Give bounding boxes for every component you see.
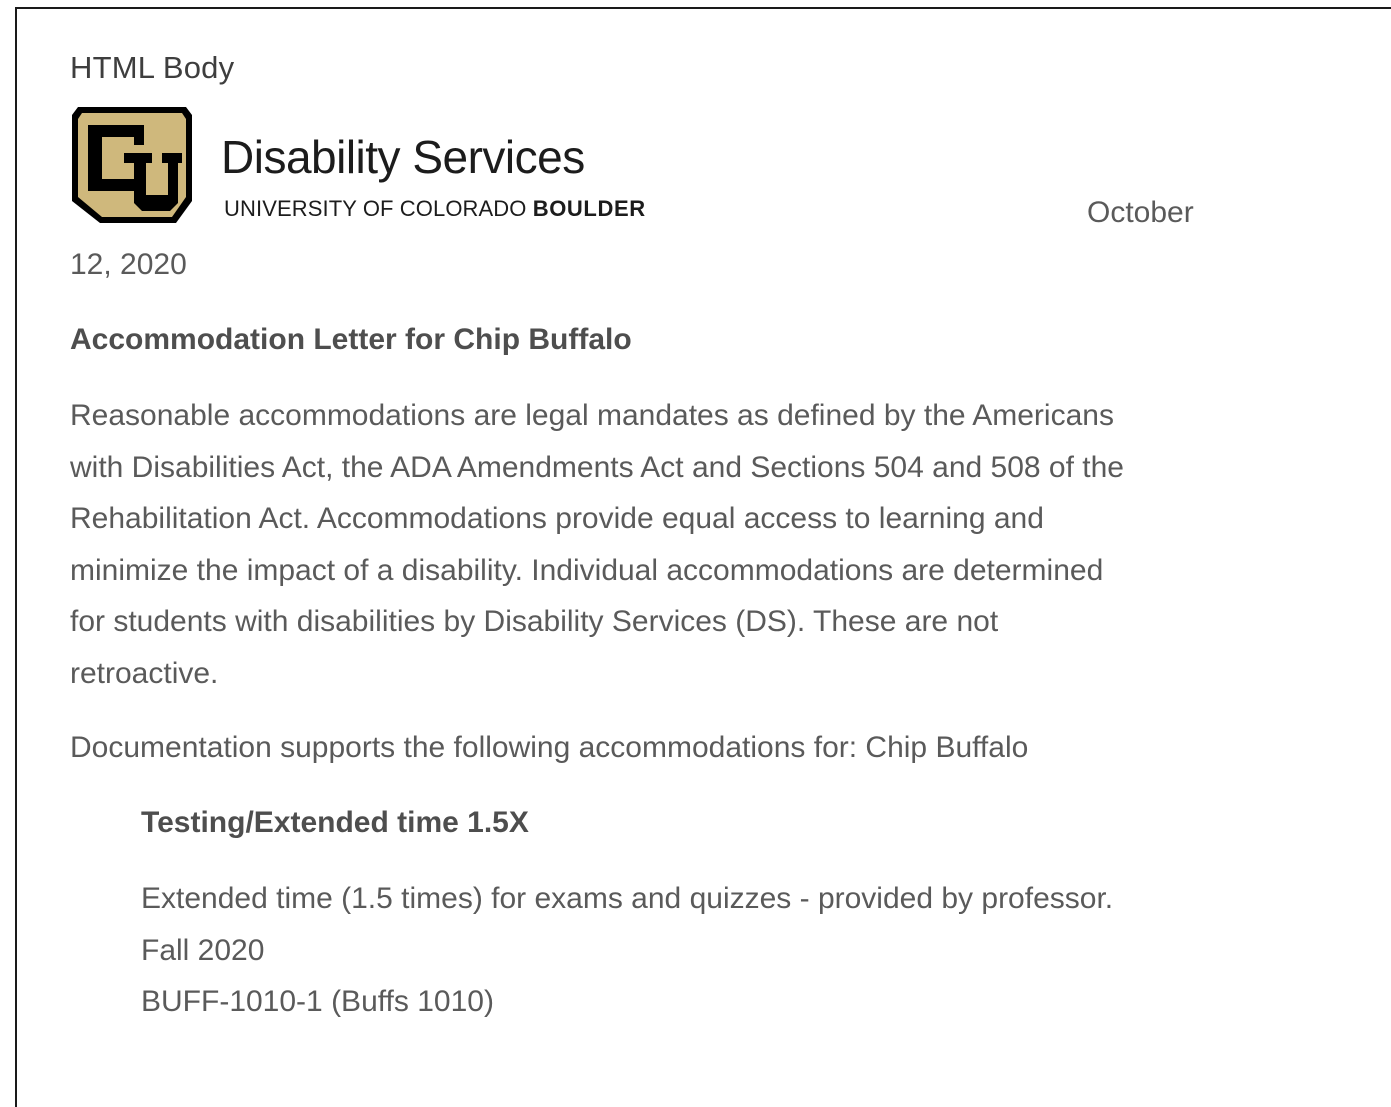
cu-logo-icon [70,105,194,225]
letter-title: Accommodation Letter for Chip Buffalo [70,323,632,356]
letter-date-month: October [1087,196,1194,229]
brand-subtitle-regular: UNIVERSITY OF COLORADO [224,196,533,221]
documentation-line: Documentation supports the following accommodations for: Chip Buffalo [70,731,1029,764]
intro-line: for students with disabilities by Disability Services (DS). These are not [70,605,999,638]
accommodation-course: BUFF-1010-1 (Buffs 1010) [141,985,494,1018]
brand-name: Disability Services [221,131,585,183]
intro-line: Reasonable accommodations are legal mandates as defined by the Americans [70,399,1114,432]
brand-subtitle-bold: BOULDER [532,196,646,221]
accommodation-term: Fall 2020 [141,933,265,967]
intro-line: with Disabilities Act, the ADA Amendments Act and Sections 504 and 508 of the [70,450,1124,484]
accommodation-description: Extended time (1.5 times) for exams and quizzes - provided by professor. [141,882,1114,915]
intro-line: Rehabilitation Act. Accommodations provide equal access to learning and [70,502,1044,535]
intro-line: retroactive. [70,656,219,690]
intro-paragraph [70,390,1250,699]
accommodation-title: Testing/Extended time 1.5X [141,806,529,839]
header-label: HTML Body [70,50,235,85]
intro-line: minimize the impact of a disability. Individual accommodations are determined [70,553,1104,587]
letter-date-day-year: 12, 2020 [70,248,187,281]
brand-subtitle [224,196,646,222]
accommodation-details [141,873,1113,1028]
